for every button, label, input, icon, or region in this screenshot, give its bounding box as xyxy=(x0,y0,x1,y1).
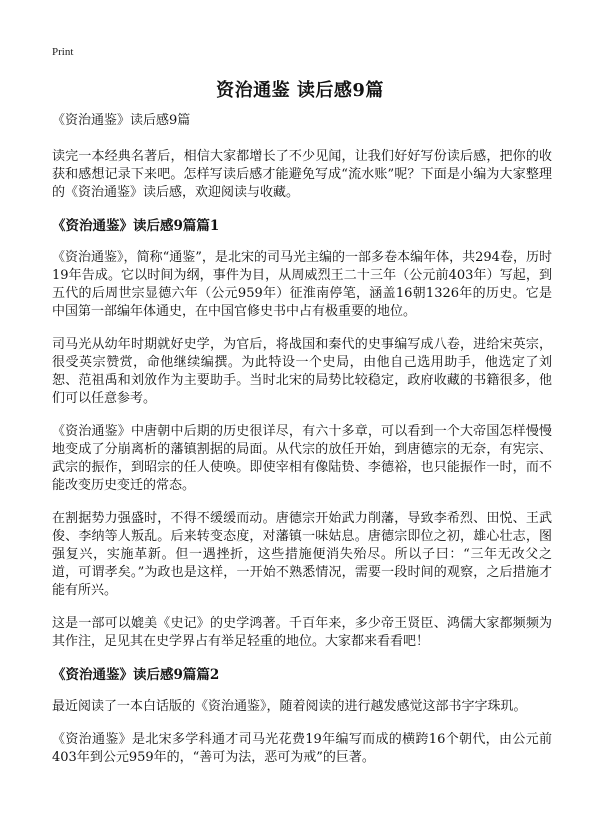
section-2-paragraph-1: 最近阅读了一本白话版的《资治通鉴》，随着阅读的进行越发感觉这部书字字珠玑。 xyxy=(52,699,527,714)
section-1-paragraph-3: 《资治通鉴》中唐朝中后期的历史很详尽，有六十多章，可以看到一个大帝国怎样慢慢地变成了分崩离析的藩镇割据的局面。从代宗的放任开始，到唐德宗的无奈，有宪宗、武宗的振作，到昭宗的任人使唤。即使宰相有像陆贽、李德裕，也只能振作一时，而不能改变历史变迁的常态。 xyxy=(52,424,552,493)
section-1-paragraph-1: 《资治通鉴》，简称“通鉴”，是北宋的司马光主编的一部多卷本编年体，共294卷，历时19年告成。它以时间为纲，事件为目，从周威烈王二十三年（公元前403年）写起，到五代的后周世宗显德六年（公元959年）征淮南停笔，涵盖16朝1326年的历史。它是中国第一部编年体通史，在中国官修史书中占有极重要的地位。 xyxy=(52,250,552,319)
section-heading-1: 《资治通鉴》读后感9篇篇1 xyxy=(52,218,220,234)
intro-paragraph: 读完一本经典名著后，相信大家都增长了不少见闻，让我们好好写份读后感，把你的收获和感想记录下来吧。怎样写读后感才能避免写成“流水账”呢？下面是小编为大家整理的《资治通鉴》读后感，欢迎阅读与收藏。 xyxy=(52,149,552,200)
print-link[interactable]: Print xyxy=(52,46,74,58)
article-subtitle: 《资治通鉴》读后感9篇 xyxy=(52,113,191,128)
section-1-paragraph-2: 司马光从幼年时期就好史学，为官后，将战国和秦代的史事编写成八卷，进给宋英宗，很受英宗赞赏，命他继续编撰。为此特设一个史局，由他自己选用助手，他选定了刘恕、范祖禹和刘攽作为主要助手。当时北宋的局势比较稳定，政府收藏的书籍很多，他们可以任意参考。 xyxy=(52,337,552,406)
article-body xyxy=(52,112,552,782)
section-2-paragraph-2: 《资治通鉴》是北宋多学科通才司马光花费19年编写而成的横跨16个朝代，由公元前403年到公元959年的，“善可为法，恶可为戒”的巨著。 xyxy=(52,732,552,765)
section-1-paragraph-5: 这是一部可以媲美《史记》的史学鸿著。千百年来，多少帝王贤臣、鸿儒大家都频频为其作注，足见其在史学界占有举足轻重的地位。大家都来看看吧！ xyxy=(52,616,552,649)
section-heading-2: 《资治通鉴》读后感9篇篇2 xyxy=(52,667,220,683)
section-1-paragraph-4: 在割据势力强盛时，不得不缓缓而动。唐德宗开始武力削藩，导致李希烈、田悦、王武俊、李纳等人叛乱。后来转变态度，对藩镇一味姑息。唐德宗即位之初，雄心壮志，图强复兴，实施革新。但一遇挫折，这些措施便消失殆尽。所以子曰：“三年无改父之道，可谓孝矣。”为政也是这样，一开始不熟悉情况，需要一段时间的观察，之后措施才能有所兴。 xyxy=(52,511,552,598)
page-title: 资治通鉴 读后感9篇 xyxy=(216,80,384,101)
